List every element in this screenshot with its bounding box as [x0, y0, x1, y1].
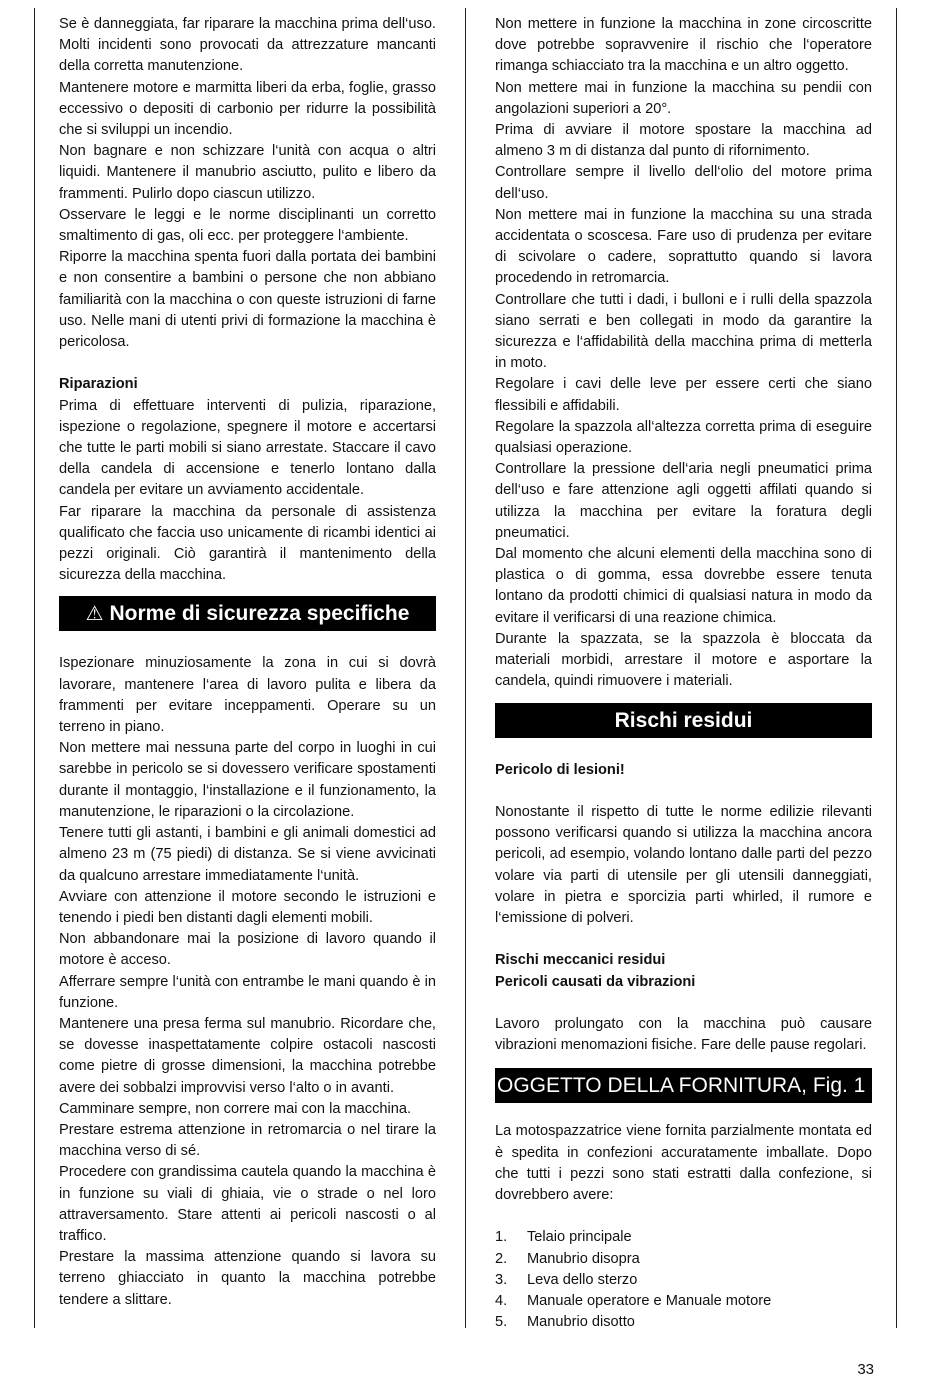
paragraph: Non abbandonare mai la posizione di lavoro quando il motore è acceso. — [59, 931, 436, 969]
paragraph: Prestare la massima attenzione quando si lavora su terreno ghiacciato in quanto la macchina potrebbe tendere a slittare. — [59, 1249, 436, 1308]
mechanical-risks-heading: Rischi meccanici residui — [495, 952, 666, 969]
list-item: 1. Telaio principale — [495, 1229, 632, 1246]
warning-triangle-icon: ⚠ — [85, 603, 104, 626]
paragraph: Regolare i cavi delle leve per essere certi che siano flessibili e affidabili. — [495, 376, 872, 414]
left-margin-rule — [34, 8, 35, 1328]
banner-title: Norme di sicurezza specifiche — [109, 602, 410, 626]
paragraph: Riporre la macchina spenta fuori dalla portata dei bambini e non consentire a bambini o persone che non abbiano familiarità con la macchina o con queste istruzioni di farne uso. Nelle mani di utenti privi di formazione la macchina è pericolosa. — [59, 249, 436, 351]
paragraph: Mantenere una presa ferma sul manubrio. Ricordare che, se dovesse inaspettatamente colpire ostacoli nascosti come pietre di grosse dimensioni, la macchina potrebbe avere dei sobbalzi improvvisi verso l‘alto o in avanti. — [59, 1015, 436, 1096]
paragraph: Prima di avviare il motore spostare la macchina ad almeno 3 m di distanza dal punto di rifornimento. — [495, 122, 872, 160]
paragraph: Se è danneggiata, far riparare la macchina prima dell‘uso. Molti incidenti sono provocati da attrezzature mancanti della corretta manutenzione. — [59, 16, 436, 75]
paragraph: Far riparare la macchina da personale di assistenza qualificato che faccia uso unicamente di ricambi identici ai pezzi originali. Ciò garantirà il mantenimento della sicurezza della macchina. — [59, 503, 436, 584]
paragraph: Durante la spazzata, se la spazzola è bloccata da materiali morbidi, arrestare il motore e asportare la candela, quindi rimuovere i materiali. — [495, 630, 872, 690]
paragraph: Afferrare sempre l‘unità con entrambe le mani quando è in funzione. — [59, 973, 436, 1011]
paragraph: Non mettere mai nessuna parte del corpo in luoghi in cui sarebbe in pericolo se si dovessero verificare spostamenti durante il montaggio, l‘installazione e il funzionamento, la manutenzione, le riparazioni o la circolazione. — [59, 740, 436, 820]
paragraph: Prestare estrema attenzione in retromarcia o nel tirare la macchina verso di sé. — [59, 1121, 436, 1160]
paragraph: Non mettere mai in funzione la macchina su pendii con angolazioni superiori a 20°. — [495, 79, 872, 117]
paragraph: Nonostante il rispetto di tutte le norme edilizie rilevanti possono verificarsi quando si utilizza la macchina ancora pericoli, ad esempio, volando lontano dalle parti del pezzo volare via parti di utensile per gli utensili danneggiati, volare in pietra e sporcizia parti whirled, il rumore e l‘emissione di polveri. — [495, 803, 872, 926]
residual-risks-banner: Rischi residui — [495, 703, 872, 738]
paragraph: Procedere con grandissima cautela quando la macchina è in funzione su viali di ghiaia, vie o strade o nel loro attraversamento. Stare attenti ai pericoli nascosti o al traffico. — [59, 1164, 436, 1244]
supply-banner: OGGETTO DELLA FORNITURA, Fig. 1 — [495, 1068, 872, 1103]
supply-list — [495, 1227, 872, 1333]
paragraph: Non mettere mai in funzione la macchina su una strada accidentata o scoscesa. Fare uso di prudenza per evitare di scivolare o cadere, soprattutto quando si lavora procedendo in retromarcia. — [495, 206, 872, 287]
paragraph: Camminare sempre, non correre mai con la macchina. — [59, 1100, 412, 1117]
paragraph: Controllare sempre il livello dell‘olio del motore prima dell‘uso. — [495, 164, 872, 202]
list-item: 2. Manubrio disopra — [495, 1250, 640, 1267]
paragraph: Mantenere motore e marmitta liberi da erba, foglie, grasso eccessivo o depositi di carbonio per ridurre la possibilità che si sviluppi un incendio. — [59, 79, 436, 139]
list-item: 3. Leva dello sterzo — [495, 1271, 638, 1288]
paragraph: Controllare la pressione dell‘aria negli pneumatici prima dell‘uso e fare attenzione agli oggetti affilati quando si utilizza la macchina per evitare la foratura degli pneumatici. — [495, 461, 872, 541]
paragraph: Dal momento che alcuni elementi della macchina sono di plastica o di gomma, essa dovrebbe essere tenuta lontano da prodotti chimici di qualsiasi natura in modo da evitare il verificarsi di una reazione chimica. — [495, 546, 872, 626]
list-item: 4. Manuale operatore e Manuale motore — [495, 1292, 772, 1309]
repairs-heading: Riparazioni — [59, 376, 138, 393]
list-item: 5. Manubrio disotto — [495, 1314, 635, 1331]
paragraph: Non bagnare e non schizzare l‘unità con acqua o altri liquidi. Mantenere il manubrio asciutto, pulito e libero da frammenti. Pulirlo dopo ciascun utilizzo. — [59, 143, 436, 202]
right-column — [495, 14, 872, 1333]
paragraph: Prima di effettuare interventi di pulizia, riparazione, ispezione o regolazione, spegnere il motore e accertarsi che tutte le parti mobili si siano arrestate. Staccare il cavo della candela di accensione e tenerlo lontano dalla candela per evitare un avviamento accidentale. — [59, 397, 436, 499]
paragraph: Controllare che tutti i dadi, i bulloni e i rulli della spazzola siano serrati e ben collegati in modo da garantire la sicurezza e l‘affidabilità della macchina prima di metterla in moto. — [495, 291, 872, 372]
right-margin-rule — [896, 8, 897, 1328]
paragraph: Non mettere in funzione la macchina in zone circoscritte dove potrebbe sopravvenire il rischio che l‘operatore rimanga schiacciato tra la macchina e un altro oggetto. — [495, 16, 872, 75]
injury-heading: Pericolo di lesioni! — [495, 761, 625, 778]
paragraph: Osservare le leggi e le norme disciplinanti un corretto smaltimento di gas, oli ecc. per proteggere l‘ambiente. — [59, 206, 436, 245]
page-number: 33 — [857, 1361, 874, 1378]
vibration-risks-heading: Pericoli causati da vibrazioni — [495, 973, 696, 990]
specific-safety-banner — [59, 596, 436, 631]
left-column — [59, 14, 436, 1311]
paragraph: Avviare con attenzione il motore secondo le istruzioni e tenendo i piedi ben distanti dagli elementi mobili. — [59, 888, 436, 926]
paragraph: Tenere tutti gli astanti, i bambini e gli animali domestici ad almeno 23 m (75 piedi) di distanza. Se si viene avvicinati da qualcuno arrestare immediatamente l‘unità. — [59, 825, 436, 884]
paragraph: Ispezionare minuziosamente la zona in cui si dovrà lavorare, mantenere l‘area di lavoro pulita e libera da frammenti per evitare inceppamenti. Operare su un terreno in piano. — [59, 655, 436, 736]
paragraph: Regolare la spazzola all‘altezza corretta prima di eseguire qualsiasi operazione. — [495, 418, 872, 457]
center-column-rule — [465, 8, 466, 1328]
paragraph: La motospazzatrice viene fornita parzialmente montata ed è spedita in confezioni accuratamente imballate. Dopo che tutti i pezzi sono stati estratti dalla confezione, si dovrebbero avere: — [495, 1123, 872, 1203]
paragraph: Lavoro prolungato con la macchina può causare vibrazioni menomazioni fisiche. Fare delle pause regolari. — [495, 1015, 872, 1054]
